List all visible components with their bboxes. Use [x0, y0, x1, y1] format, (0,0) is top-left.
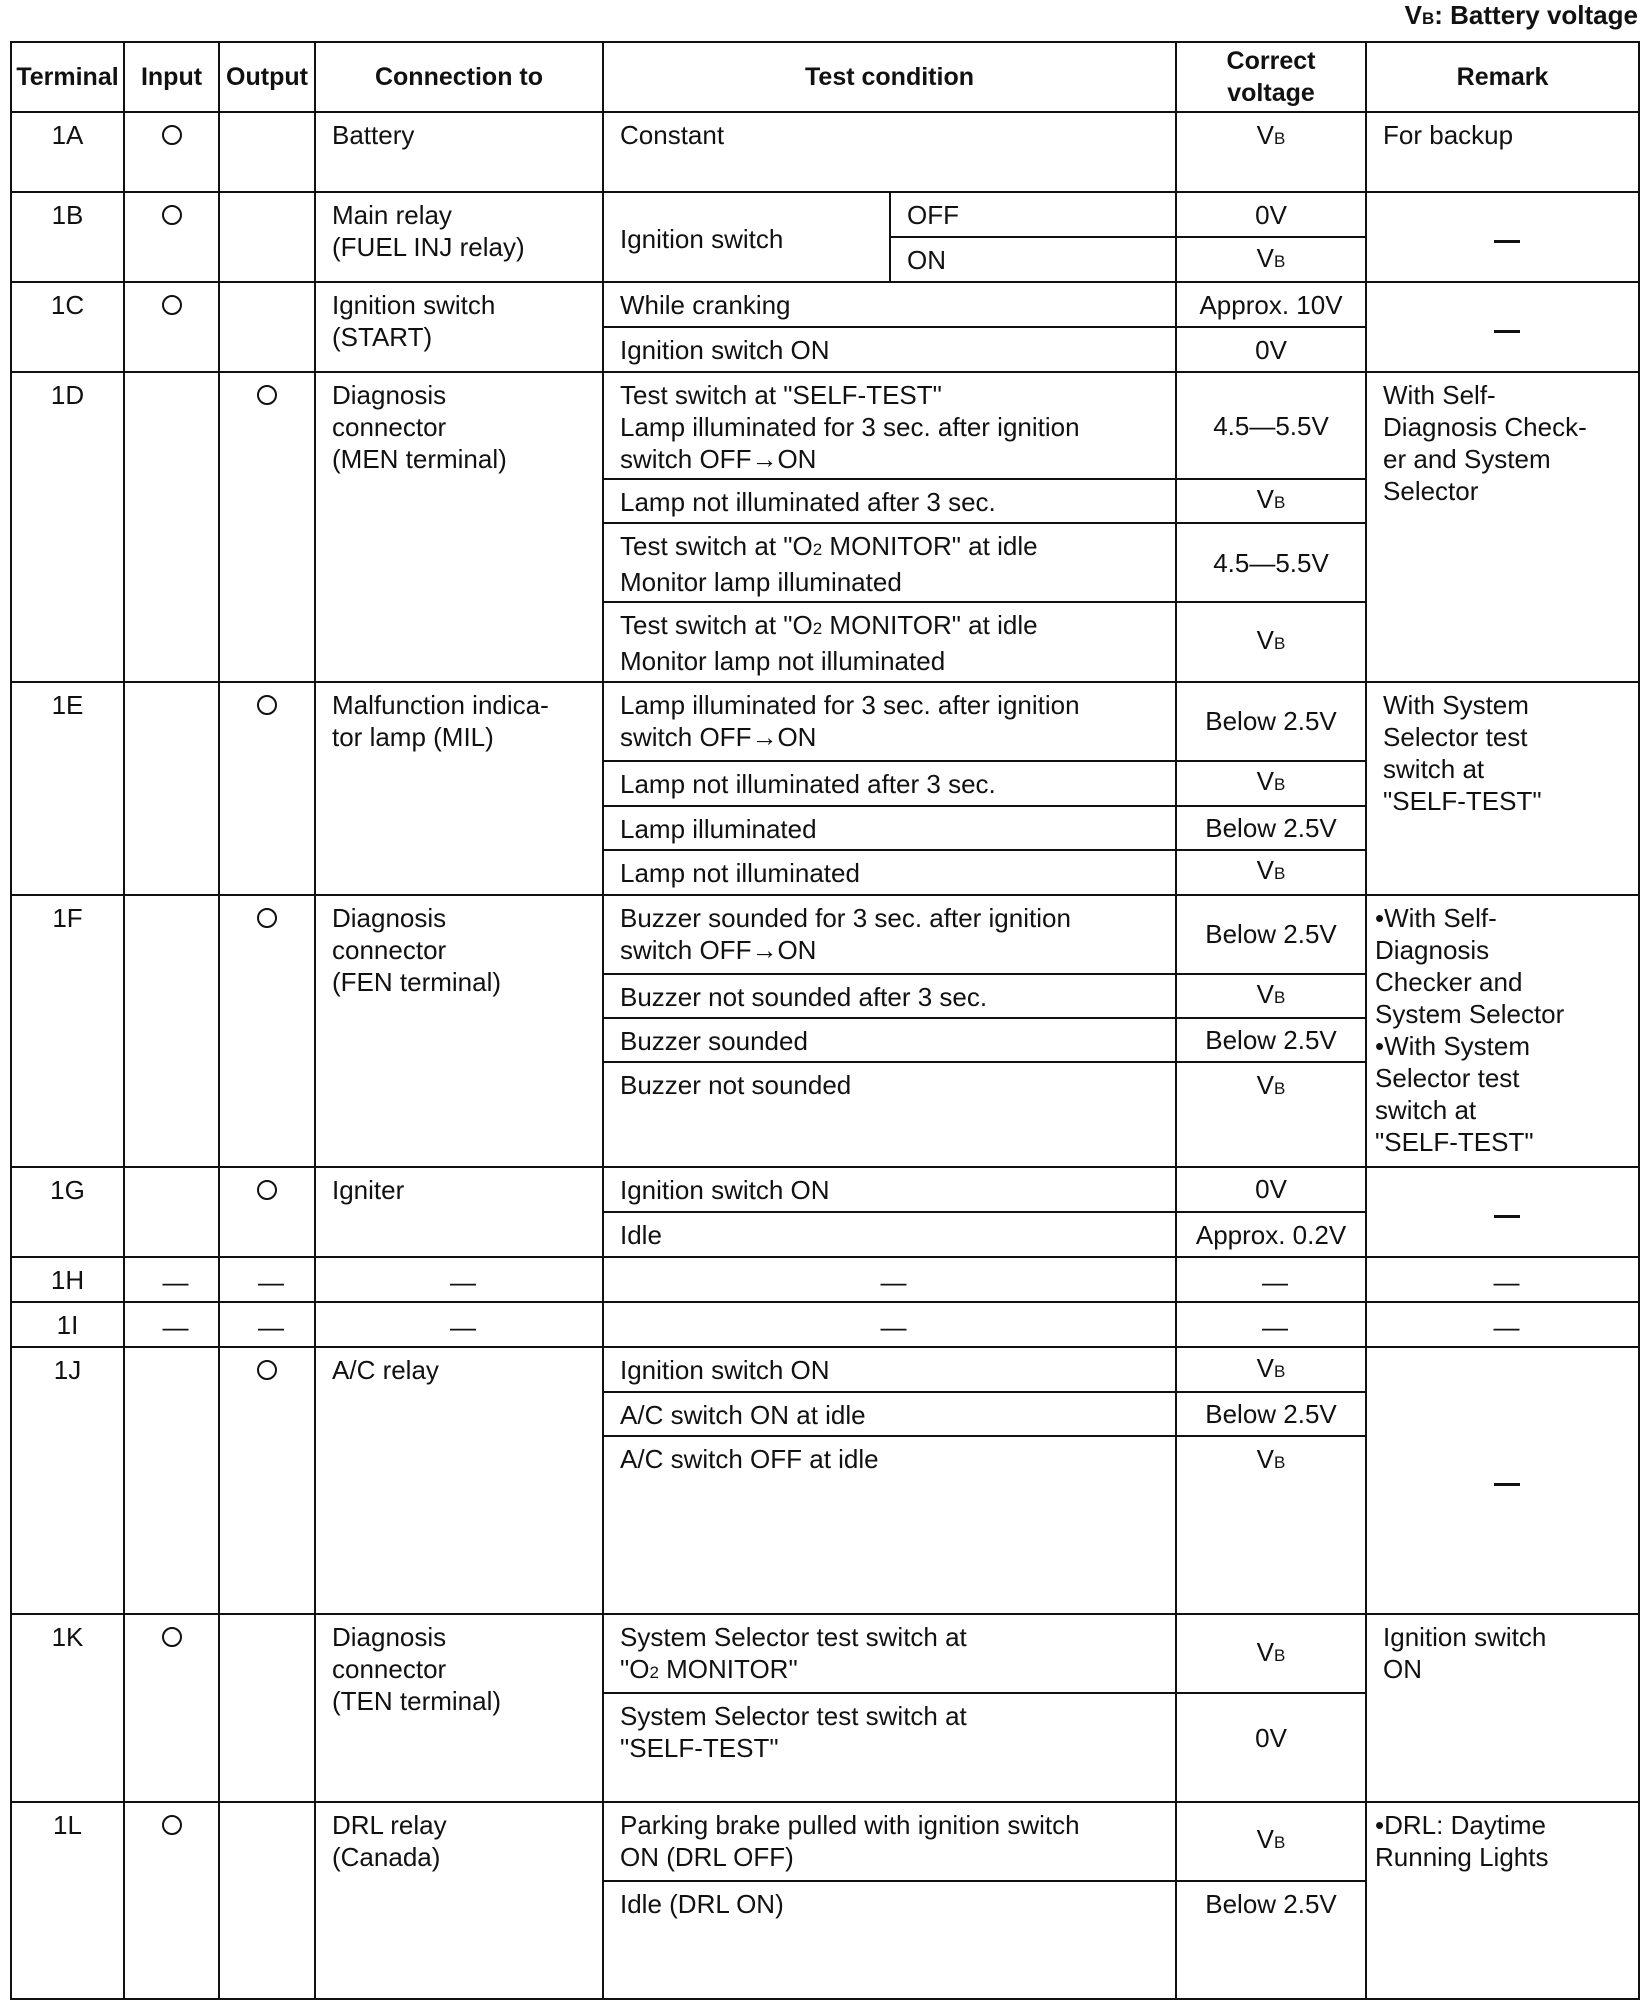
- voltage-cell: VB: [1176, 1436, 1366, 1614]
- header-input: Input: [124, 42, 219, 112]
- header-row: [11, 42, 1639, 112]
- dash-icon: [1494, 330, 1520, 333]
- circle-icon: [257, 1360, 277, 1380]
- connection-cell: Battery: [315, 112, 603, 192]
- voltage-cell: 4.5—5.5V: [1176, 523, 1366, 602]
- condition-cell: —: [603, 1257, 1176, 1302]
- terminal-cell: 1A: [11, 112, 124, 192]
- input-cell: [124, 372, 219, 681]
- voltage-cell: VB: [1176, 850, 1366, 895]
- remark-cell: [1366, 1167, 1639, 1257]
- condition-cell: While cranking: [603, 282, 1176, 327]
- header-remark: Remark: [1366, 42, 1639, 112]
- condition-cell: A/C switch ON at idle: [603, 1392, 1176, 1436]
- remark-cell: For backup: [1366, 112, 1639, 192]
- condition-cell: Lamp not illuminated: [603, 850, 1176, 895]
- voltage-cell: Below 2.5V: [1176, 1392, 1366, 1436]
- table-row: [11, 192, 1639, 237]
- table-row: [11, 1302, 1639, 1347]
- voltage-cell: 0V: [1176, 192, 1366, 237]
- table-row: [11, 682, 1639, 761]
- output-cell: [219, 1802, 315, 1999]
- circle-icon: [162, 1815, 182, 1835]
- connection-cell: —: [315, 1257, 603, 1302]
- condition-cell: Buzzer not sounded: [603, 1062, 1176, 1167]
- terminal-cell: 1F: [11, 895, 124, 1167]
- terminal-cell: 1E: [11, 682, 124, 895]
- voltage-cell: Below 2.5V: [1176, 1018, 1366, 1062]
- output-cell: [219, 1614, 315, 1801]
- input-cell: [124, 1347, 219, 1614]
- dash-icon: [1494, 1215, 1520, 1218]
- connection-cell: Ignition switch (START): [315, 282, 603, 372]
- input-cell: —: [124, 1257, 219, 1302]
- connection-cell: Main relay (FUEL INJ relay): [315, 192, 603, 282]
- remark-cell: Ignition switch ON: [1366, 1614, 1639, 1801]
- condition-cell: Idle: [603, 1212, 1176, 1257]
- header-terminal: Terminal: [11, 42, 124, 112]
- output-cell: [219, 192, 315, 282]
- circle-icon: [257, 385, 277, 405]
- output-cell: —: [219, 1257, 315, 1302]
- input-cell: —: [124, 1302, 219, 1347]
- table-row: [11, 282, 1639, 327]
- terminal-cell: 1B: [11, 192, 124, 282]
- terminal-cell: 1D: [11, 372, 124, 681]
- circle-icon: [162, 1627, 182, 1647]
- circle-icon: [257, 1180, 277, 1200]
- terminal-cell: 1H: [11, 1257, 124, 1302]
- remark-cell: —: [1366, 1302, 1639, 1347]
- remark-cell: With System Selector test switch at "SELF-TEST": [1366, 682, 1639, 895]
- header-test-condition: Test condition: [603, 42, 1176, 112]
- remark-cell: •DRL: Daytime Running Lights: [1366, 1802, 1639, 1999]
- condition-group-cell: Ignition switch: [603, 192, 890, 282]
- condition-cell: Ignition switch ON: [603, 1347, 1176, 1392]
- remark-cell: With Self- Diagnosis Check- er and System Selector: [1366, 372, 1639, 681]
- condition-cell: Lamp illuminated: [603, 806, 1176, 850]
- input-cell: [124, 895, 219, 1167]
- battery-voltage-note: VB: Battery voltage: [1404, 0, 1638, 30]
- terminal-voltage-table: [10, 41, 1640, 2000]
- voltage-cell: 0V: [1176, 327, 1366, 372]
- condition-cell: Ignition switch ON: [603, 1167, 1176, 1212]
- sub-condition-cell: OFF: [890, 192, 1176, 237]
- input-mark: [124, 282, 219, 372]
- voltage-cell: Below 2.5V: [1176, 1881, 1366, 1999]
- terminal-cell: 1K: [11, 1614, 124, 1801]
- voltage-cell: Approx. 0.2V: [1176, 1212, 1366, 1257]
- input-mark: [124, 112, 219, 192]
- input-cell: [124, 1167, 219, 1257]
- voltage-cell: VB: [1176, 974, 1366, 1018]
- input-mark: [124, 1614, 219, 1801]
- terminal-cell: 1G: [11, 1167, 124, 1257]
- connection-cell: —: [315, 1302, 603, 1347]
- connection-cell: Diagnosis connector (FEN terminal): [315, 895, 603, 1167]
- output-mark: [219, 1167, 315, 1257]
- condition-cell: Lamp not illuminated after 3 sec.: [603, 479, 1176, 523]
- condition-cell: Lamp not illuminated after 3 sec.: [603, 761, 1176, 806]
- header-output: Output: [219, 42, 315, 112]
- remark-cell: [1366, 1347, 1639, 1614]
- output-mark: [219, 682, 315, 895]
- condition-cell: Buzzer sounded: [603, 1018, 1176, 1062]
- condition-cell: A/C switch OFF at idle: [603, 1436, 1176, 1614]
- header-connection: Connection to: [315, 42, 603, 112]
- voltage-cell: VB: [1176, 1347, 1366, 1392]
- output-cell: [219, 112, 315, 192]
- table-row: [11, 1257, 1639, 1302]
- circle-icon: [257, 908, 277, 928]
- dash-icon: [1494, 240, 1520, 243]
- remark-cell: [1366, 192, 1639, 282]
- condition-cell: Ignition switch ON: [603, 327, 1176, 372]
- output-mark: [219, 372, 315, 681]
- voltage-cell: Approx. 10V: [1176, 282, 1366, 327]
- voltage-cell: —: [1176, 1302, 1366, 1347]
- input-cell: [124, 682, 219, 895]
- voltage-cell: Below 2.5V: [1176, 806, 1366, 850]
- sub-condition-cell: ON: [890, 237, 1176, 282]
- header-correct-voltage: Correct voltage: [1176, 42, 1366, 112]
- voltage-cell: 0V: [1176, 1693, 1366, 1801]
- table-row: [11, 895, 1639, 974]
- output-mark: [219, 1347, 315, 1614]
- voltage-cell: Below 2.5V: [1176, 682, 1366, 761]
- connection-cell: Diagnosis connector (TEN terminal): [315, 1614, 603, 1801]
- voltage-cell: 4.5—5.5V: [1176, 372, 1366, 479]
- terminal-cell: 1J: [11, 1347, 124, 1614]
- condition-cell: Test switch at "O2 MONITOR" at idle Monitor lamp not illuminated: [603, 602, 1176, 681]
- voltage-cell: VB: [1176, 1614, 1366, 1693]
- terminal-cell: 1I: [11, 1302, 124, 1347]
- voltage-cell: Below 2.5V: [1176, 895, 1366, 974]
- table-row: [11, 1802, 1639, 1881]
- connection-cell: Diagnosis connector (MEN terminal): [315, 372, 603, 681]
- connection-cell: DRL relay (Canada): [315, 1802, 603, 1999]
- terminal-cell: 1C: [11, 282, 124, 372]
- remark-cell: •With Self- Diagnosis Checker and System Selector •With System Selector test switch at "SELF-TEST": [1366, 895, 1639, 1167]
- condition-cell: Buzzer not sounded after 3 sec.: [603, 974, 1176, 1018]
- output-mark: [219, 895, 315, 1167]
- connection-cell: Igniter: [315, 1167, 603, 1257]
- input-mark: [124, 1802, 219, 1999]
- circle-icon: [162, 295, 182, 315]
- circle-icon: [162, 125, 182, 145]
- voltage-cell: VB: [1176, 112, 1366, 192]
- voltage-cell: VB: [1176, 1802, 1366, 1881]
- connection-cell: Malfunction indica- tor lamp (MIL): [315, 682, 603, 895]
- condition-cell: Idle (DRL ON): [603, 1881, 1176, 1999]
- table-row: [11, 372, 1639, 479]
- condition-cell: System Selector test switch at "SELF-TEST": [603, 1693, 1176, 1801]
- voltage-cell: VB: [1176, 761, 1366, 806]
- table-row: [11, 1614, 1639, 1693]
- condition-cell: System Selector test switch at "O2 MONITOR": [603, 1614, 1176, 1693]
- terminal-cell: 1L: [11, 1802, 124, 1999]
- remark-cell: —: [1366, 1257, 1639, 1302]
- condition-cell: Test switch at "SELF-TEST" Lamp illuminated for 3 sec. after ignition switch OFF→ON: [603, 372, 1176, 479]
- connection-cell: A/C relay: [315, 1347, 603, 1614]
- condition-cell: Test switch at "O2 MONITOR" at idle Monitor lamp illuminated: [603, 523, 1176, 602]
- condition-cell: Lamp illuminated for 3 sec. after ignition switch OFF→ON: [603, 682, 1176, 761]
- input-mark: [124, 192, 219, 282]
- circle-icon: [162, 205, 182, 225]
- voltage-cell: VB: [1176, 602, 1366, 681]
- voltage-cell: —: [1176, 1257, 1366, 1302]
- table-row: [11, 112, 1639, 192]
- table-row: [11, 1167, 1639, 1212]
- table-row: [11, 1347, 1639, 1392]
- condition-cell: Buzzer sounded for 3 sec. after ignition switch OFF→ON: [603, 895, 1176, 974]
- condition-cell: Parking brake pulled with ignition switch ON (DRL OFF): [603, 1802, 1176, 1881]
- voltage-cell: VB: [1176, 479, 1366, 523]
- voltage-cell: 0V: [1176, 1167, 1366, 1212]
- remark-cell: [1366, 282, 1639, 372]
- output-cell: —: [219, 1302, 315, 1347]
- condition-cell: Constant: [603, 112, 1176, 192]
- dash-icon: [1494, 1483, 1520, 1486]
- voltage-cell: VB: [1176, 1062, 1366, 1167]
- output-cell: [219, 282, 315, 372]
- condition-cell: —: [603, 1302, 1176, 1347]
- voltage-cell: VB: [1176, 237, 1366, 282]
- circle-icon: [257, 695, 277, 715]
